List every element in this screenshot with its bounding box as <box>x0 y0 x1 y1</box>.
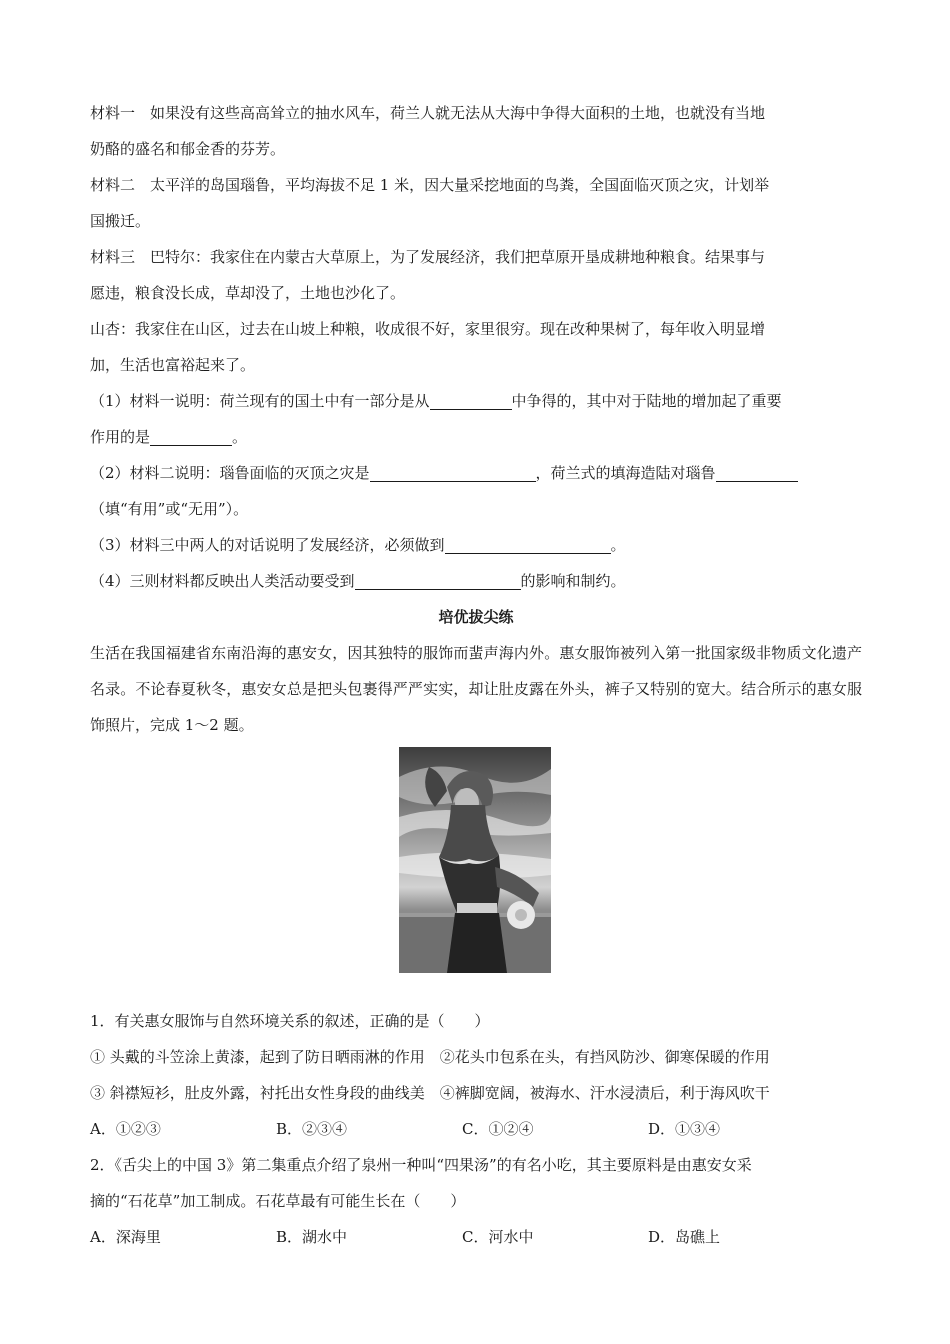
question-2-line-1 <box>90 455 862 491</box>
mcq-2-stem-line-1: 2．《舌尖上的中国 3》第二集重点介绍了泉州一种叫“四果汤”的有名小吃，其主要原料是由惠安女采 <box>90 1156 752 1174</box>
material-1-line-2: 奶酪的盛名和郁金香的芬芳。 <box>90 140 286 158</box>
question-2-blank-1[interactable] <box>370 463 536 482</box>
mcq-2-options <box>90 1219 862 1255</box>
question-1-line-2 <box>90 419 862 455</box>
photo-container <box>90 743 862 1003</box>
mcq-1-option-a[interactable]: A．①②③ <box>90 1120 161 1138</box>
mcq-2-option-b[interactable]: B．湖水中 <box>276 1228 348 1246</box>
section-title: 培优拔尖练 <box>438 608 514 626</box>
mcq-1-options <box>90 1111 862 1147</box>
question-2-line-2: （填“有用”或“无用”）。 <box>90 500 249 518</box>
mcq-1-option-c[interactable]: C．①②④ <box>462 1120 534 1138</box>
question-1-text-b: 中争得的，其中对于陆地的增加起了重要 <box>511 392 782 410</box>
mcq-2-option-c[interactable]: C．河水中 <box>462 1228 534 1246</box>
mcq-1-statement-2: ③ 斜襟短衫，肚皮外露，衬托出女性身段的曲线美 ④裤脚宽阔，被海水、汗水浸渍后，利于海风吹干 <box>90 1084 770 1102</box>
question-3-text-b: 。 <box>610 536 626 554</box>
question-4-text-a: （4）三则材料都反映出人类活动要受到 <box>90 572 355 590</box>
question-1-line-1 <box>90 383 862 419</box>
mcq-1-statement-1: ① 头戴的斗笠涂上黄漆，起到了防日晒雨淋的作用 ②花头巾包系在头，有挡风防沙、御寒保暖的作用 <box>90 1048 770 1066</box>
worksheet-page <box>90 95 862 1255</box>
material-3-line-4: 加，生活也富裕起来了。 <box>90 356 256 374</box>
question-1-text-c: 作用的是 <box>90 428 151 446</box>
question-2-text-a: （2）材料二说明：瑙鲁面临的灭顶之灾是 <box>90 464 370 482</box>
question-4-blank[interactable] <box>355 571 521 590</box>
material-2-line-1: 材料二 太平洋的岛国瑙鲁，平均海拔不足 1 米，因大量采挖地面的鸟粪，全国面临灭顶之灾，计划举 <box>90 176 770 194</box>
question-2-blank-2[interactable] <box>716 463 798 482</box>
section-intro: 生活在我国福建省东南沿海的惠安女，因其独特的服饰而蜚声海内外。惠女服饰被列入第一批国家级非物质文化遗产名录。不论春夏秋冬，惠安女总是把头包裹得严严实实，却让肚皮露在外头，裤子又特别的宽大。结合所示的惠女服饰照片，完成 1～2 题。 <box>90 644 862 734</box>
question-1-text-a: （1）材料一说明：荷兰现有的国土中有一部分是从 <box>90 392 430 410</box>
question-4-line <box>90 563 862 599</box>
question-1-blank-1[interactable] <box>430 391 512 410</box>
question-2-text-b: ，荷兰式的填海造陆对瑙鲁 <box>535 464 716 482</box>
material-2-line-2: 国搬迁。 <box>90 212 151 230</box>
mcq-1-option-d[interactable]: D．①③④ <box>648 1120 721 1138</box>
mcq-2-option-a[interactable]: A．深海里 <box>90 1228 161 1246</box>
question-3-text-a: （3）材料三中两人的对话说明了发展经济，必须做到 <box>90 536 445 554</box>
material-3-line-3: 山杏：我家住在山区，过去在山坡上种粮，收成很不好，家里很穷。现在改种果树了，每年收入明显增 <box>90 320 766 338</box>
question-4-text-b: 的影响和制约。 <box>520 572 626 590</box>
material-3-line-2: 愿违，粮食没长成，草却没了，土地也沙化了。 <box>90 284 406 302</box>
mcq-2-option-d[interactable]: D．岛礁上 <box>648 1228 721 1246</box>
question-3-line <box>90 527 862 563</box>
question-3-blank[interactable] <box>445 535 611 554</box>
mcq-1-stem: 1．有关惠女服饰与自然环境关系的叙述，正确的是（ ） <box>90 1012 490 1030</box>
material-1-line-1: 材料一 如果没有这些高高耸立的抽水风车，荷兰人就无法从大海中争得大面积的土地，也就没有当地 <box>90 104 766 122</box>
question-1-text-d: 。 <box>232 428 248 446</box>
mcq-2-stem-line-2: 摘的“石花草”加工制成。石花草最有可能生长在（ ） <box>90 1192 466 1210</box>
photo-illustration <box>399 747 551 973</box>
material-3-line-1: 材料三 巴特尔：我家住在内蒙古大草原上，为了发展经济，我们把草原开垦成耕地种粮食。结果事与 <box>90 248 766 266</box>
mcq-1-option-b[interactable]: B．②③④ <box>276 1120 348 1138</box>
question-1-blank-2[interactable] <box>150 427 232 446</box>
huian-woman-photo <box>399 747 551 973</box>
